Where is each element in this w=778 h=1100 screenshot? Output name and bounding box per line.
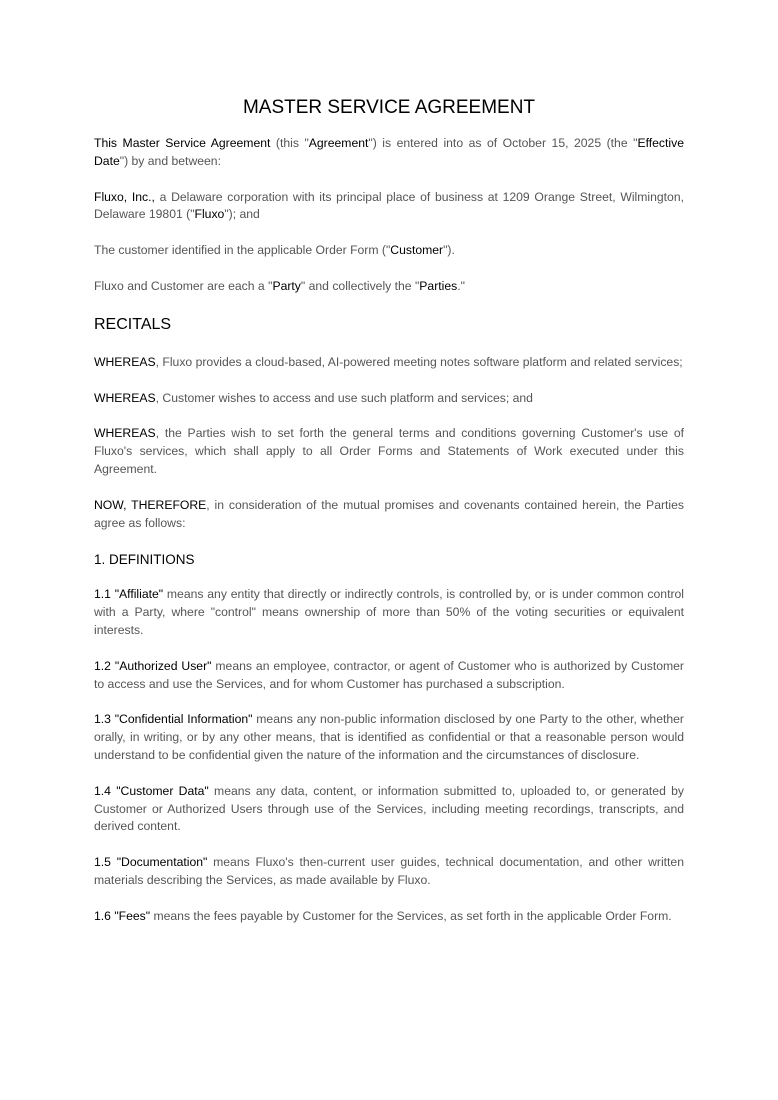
recital-paragraph-1	[94, 354, 684, 372]
intro-text-3: ") by and between:	[119, 153, 221, 168]
intro-term-effective-date: Effective Date	[94, 136, 684, 168]
intro-term-msa: This Master Service Agreement	[94, 136, 271, 150]
party-customer-term: Customer	[390, 243, 444, 258]
intro-text-1: (this "	[270, 136, 309, 150]
recital-text-3: , the Parties wish to set forth the general terms and conditions governing Customer's use of Fluxo's services, which shall apply to all Order Forms and Statements of Work executed under this Agreement.	[94, 426, 684, 476]
document-page	[94, 94, 684, 944]
recital-whereas-3: WHEREAS	[94, 426, 156, 441]
parties-text-3: ."	[457, 278, 465, 293]
now-therefore-paragraph	[94, 497, 684, 533]
party-fluxo-paragraph	[94, 189, 684, 225]
parties-text-2: " and collectively the "	[300, 278, 420, 293]
parties-text-1: Fluxo and Customer are each a "	[94, 278, 273, 293]
definition-confidential-information	[94, 711, 684, 764]
definition-term: 1.1 "Affiliate"	[94, 587, 164, 602]
now-therefore-text: , in consideration of the mutual promises and covenants contained herein, the Parties agree as follows:	[94, 497, 684, 530]
intro-paragraph	[94, 135, 684, 171]
definition-text: means any data, content, or information submitted to, uploaded to, or generated by Customer or Authorized Users through use of the Services, including meeting recordings, transcripts, and derived content.	[94, 783, 685, 834]
definition-authorized-user	[94, 658, 684, 694]
party-fluxo-text-2: "); and	[224, 207, 260, 222]
recitals-heading: RECITALS	[94, 315, 172, 333]
recital-paragraph-3	[94, 425, 684, 478]
definitions-heading: 1. DEFINITIONS	[94, 552, 195, 568]
intro-term-agreement: Agreement	[308, 136, 369, 150]
definition-term: 1.5 "Documentation"	[94, 855, 208, 870]
party-customer-text-2: ").	[443, 243, 455, 258]
party-customer-paragraph	[94, 242, 684, 260]
definition-fees	[94, 908, 684, 926]
parties-term-party: Party	[272, 278, 301, 293]
parties-paragraph	[94, 278, 684, 296]
party-fluxo-text-1: a Delaware corporation with its principal place of business at 1209 Orange Street, Wilmington, Delaware 19801 ("	[94, 189, 685, 222]
definition-text: means an employee, contractor, or agent of Customer who is authorized by Customer to access and use the Services, and for whom Customer has purchased a subscription.	[94, 658, 684, 691]
definition-text: means any entity that directly or indirectly controls, is controlled by, or is under common control with a Party, where "control" means ownership of more than 50% of the voting securities or equivalent interests.	[94, 587, 684, 637]
definition-text: means Fluxo's then-current user guides, technical documentation, and other written materials describing the Services, as made available by Fluxo.	[94, 855, 684, 887]
document-title: MASTER SERVICE AGREEMENT	[242, 97, 536, 118]
definition-term: 1.6 "Fees"	[94, 908, 151, 923]
recital-text-2: , Customer wishes to access and use such platform and services; and	[155, 390, 533, 405]
recital-text-1: , Fluxo provides a cloud-based, AI-powered meeting notes software platform and related services;	[155, 354, 683, 369]
definition-customer-data	[94, 783, 684, 836]
recital-whereas-2: WHEREAS	[94, 390, 156, 405]
definition-affiliate	[94, 586, 684, 639]
definition-documentation	[94, 854, 684, 890]
party-fluxo-term: Fluxo	[194, 207, 225, 222]
definition-term: 1.2 "Authorized User"	[94, 658, 212, 673]
parties-term-parties: Parties	[419, 278, 458, 293]
now-therefore-term: NOW, THEREFORE	[94, 497, 207, 512]
recital-paragraph-2	[94, 390, 684, 408]
recital-whereas-1: WHEREAS	[94, 354, 156, 369]
definition-term: 1.4 "Customer Data"	[94, 783, 209, 798]
party-customer-text-1: The customer identified in the applicable Order Form ("	[94, 243, 391, 258]
party-fluxo-name: Fluxo, Inc.,	[94, 189, 155, 204]
definition-text: means any non-public information disclosed by one Party to the other, whether orally, in writing, or by any other means, that is identified as confidential or that a reasonable person would understand to be confidential given the nature of the information and the circumstances of disclosure.	[94, 712, 684, 762]
definition-term: 1.3 "Confidential Information"	[94, 712, 253, 727]
intro-text-2: ") is entered into as of October 15, 2025 (the "	[368, 136, 638, 150]
definition-text: means the fees payable by Customer for the Services, as set forth in the applicable Order Form.	[150, 908, 672, 923]
